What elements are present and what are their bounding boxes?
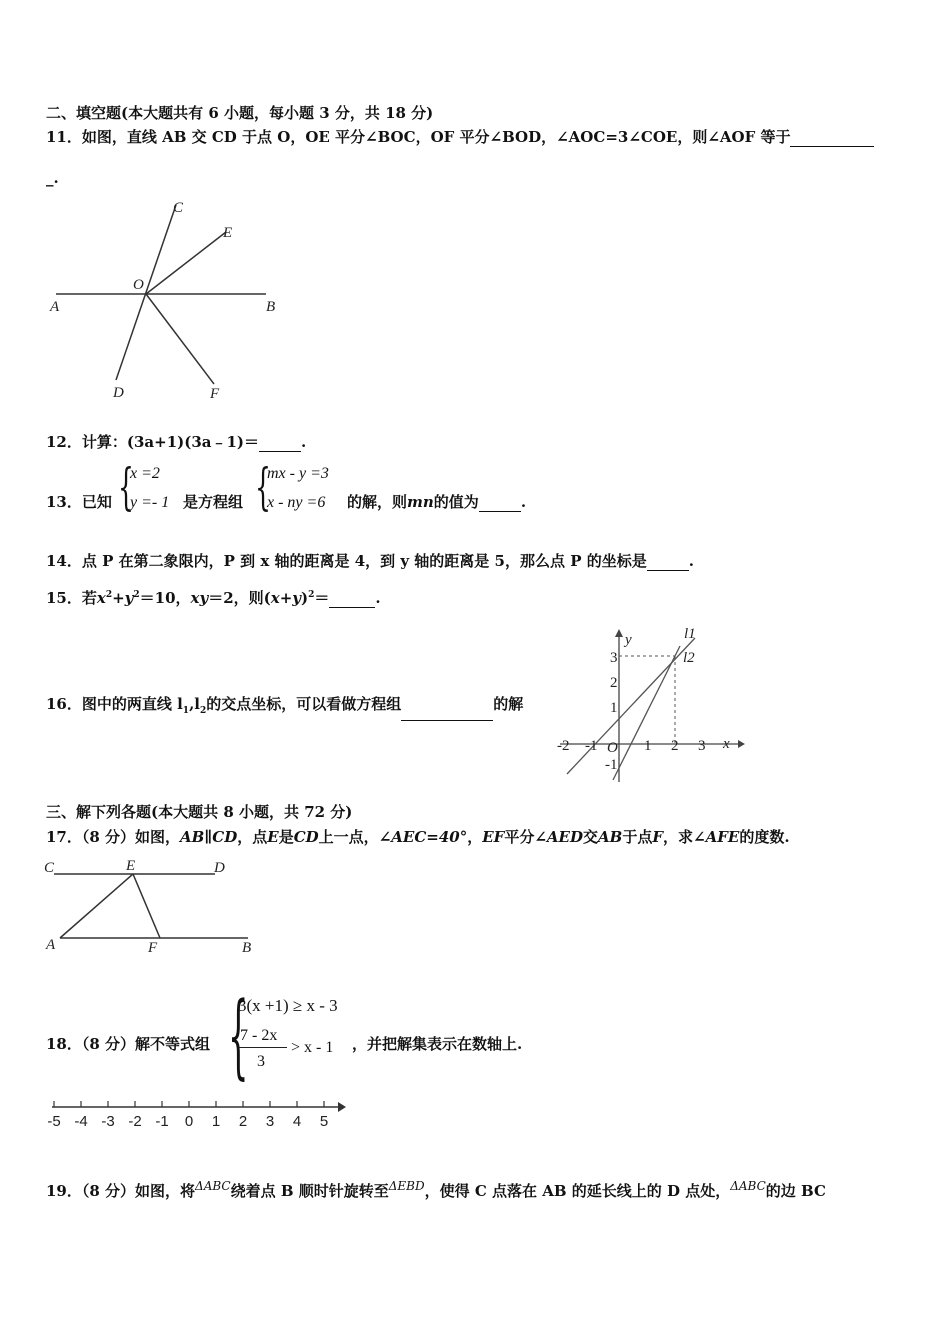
question-15: 15．若$x^2+y^2=10$，xy＝2，则$(x+y)^2=$ . <box>46 589 381 607</box>
segment-ef <box>133 874 160 938</box>
arrow-icon <box>615 629 623 637</box>
fraction-bar <box>239 1047 287 1048</box>
line-l2 <box>613 646 680 780</box>
figure-11-lines <box>40 190 290 410</box>
label-o: O <box>133 277 144 293</box>
segment-ae <box>60 874 133 938</box>
question-12: 12．计算：(3a+1)(3a﹣1)＝ . <box>46 433 307 451</box>
label-d: D <box>113 385 124 401</box>
question-13-suffix: 的解，则mn的值为 . <box>347 493 527 511</box>
y-axis-label: y <box>625 632 632 648</box>
system-2-row-2: x - ny =6 <box>267 494 326 511</box>
l2-label: l2 <box>683 650 695 666</box>
label-e: E <box>223 225 233 241</box>
brace-left: { <box>255 458 271 516</box>
answer-blank <box>401 704 493 721</box>
x-tick: -2 <box>557 738 570 754</box>
question-13-mid: 是方程组 <box>183 493 244 511</box>
number-line <box>40 1096 350 1132</box>
y-tick: 1 <box>610 700 618 716</box>
number-line-label: -3 <box>101 1113 115 1130</box>
figure-16-graph <box>555 622 745 787</box>
section-2-title: 二、填空题(本大题共有 6 小题，每小题 3 分，共 18 分) <box>46 104 434 122</box>
question-17: 17．（8 分）如图，AB∥CD，点E是CD上一点，∠AEC=40°，EF平分∠AED交AB于点F，求∠AFE的度数. <box>46 828 790 846</box>
label-c: C <box>173 200 184 216</box>
y-tick: -1 <box>605 757 618 773</box>
brace-left: { <box>228 982 249 1089</box>
answer-blank <box>647 554 689 571</box>
number-line-label: -2 <box>128 1113 142 1130</box>
label-e: E <box>126 858 136 874</box>
question-14: 14．点 P 在第二象限内，P 到 x 轴的距离是 4，到 y 轴的距离是 5，那么点 P 的坐标是 . <box>46 552 694 570</box>
system-1-row-2: y =- 1 <box>130 494 170 511</box>
x-axis-label: x <box>723 736 730 752</box>
label-f: F <box>210 386 220 402</box>
x-tick: 3 <box>698 738 706 754</box>
question-12-text: 12．计算：(3a+1)(3a﹣1)＝ <box>46 433 260 451</box>
label-d: D <box>214 860 225 876</box>
number-line-label: 0 <box>184 1113 194 1130</box>
number-line-label: 2 <box>238 1113 248 1130</box>
number-line-label: -4 <box>74 1113 88 1130</box>
label-f: F <box>148 940 158 956</box>
ray-of <box>146 294 214 384</box>
label-b: B <box>242 940 252 956</box>
answer-blank <box>790 130 874 147</box>
question-18-suffix: ，并把解集表示在数轴上. <box>352 1035 523 1053</box>
figure-17-parallel-lines <box>40 852 270 962</box>
answer-blank <box>259 435 301 452</box>
question-19: 19．（8 分）如图，将$^{\Delta ABC}$绕着点 B 顺时针旋转至$^{\Delta EBD}$，使得 C 点落在 AB 的延长线上的 D 点处，$^{\Delta ABC}$的边 BC <box>46 1179 826 1200</box>
number-line-ticks <box>47 1101 328 1130</box>
x-tick: 2 <box>671 738 679 754</box>
ray-oe <box>146 232 226 294</box>
x-tick: 1 <box>644 738 652 754</box>
brace-left: { <box>118 458 134 516</box>
number-line-label: -1 <box>155 1113 169 1130</box>
section-3-title: 三、解下列各题(本大题共 8 小题，共 72 分) <box>46 803 353 821</box>
arrow-icon <box>738 740 745 748</box>
label-a: A <box>46 937 56 953</box>
answer-blank <box>479 495 521 512</box>
number-line-label: 3 <box>265 1113 275 1130</box>
question-11-tail: _. <box>46 169 59 187</box>
label-a: A <box>50 299 60 315</box>
arrow-icon <box>338 1102 346 1112</box>
inequality-2-rhs: > x - 1 <box>291 1039 334 1056</box>
system-1-row-1: x =2 <box>130 465 160 482</box>
question-16: 16．图中的两直线 $l_1,l_2$的交点坐标，可以看做方程组 的解 <box>46 694 523 721</box>
number-line-label: 5 <box>319 1113 329 1130</box>
inequality-2-denominator: 3 <box>257 1053 265 1070</box>
y-tick: 3 <box>610 650 618 666</box>
origin-label: O <box>607 740 618 756</box>
number-line-label: -5 <box>47 1113 61 1130</box>
l1-label: l1 <box>684 626 696 642</box>
line-cd <box>116 205 176 380</box>
x-tick: -1 <box>585 738 598 754</box>
number-line-label: 4 <box>292 1113 302 1130</box>
number-line-label: 1 <box>211 1113 221 1130</box>
label-c: C <box>44 860 55 876</box>
system-2-row-1: mx - y =3 <box>267 465 329 482</box>
inequality-1: 3(x +1) ≥ x - 3 <box>238 996 338 1015</box>
answer-blank <box>329 591 375 608</box>
question-13-prefix: 13．已知 <box>46 493 112 511</box>
question-11-text: 11．如图，直线 AB 交 CD 于点 O，OE 平分∠BOC，OF 平分∠BOD，∠AOC=3∠COE，则∠AOF 等于 <box>46 128 791 146</box>
question-11 <box>46 127 874 147</box>
question-18-prefix: 18．（8 分）解不等式组 <box>46 1035 211 1053</box>
y-tick: 2 <box>610 675 618 691</box>
label-b: B <box>266 299 276 315</box>
inequality-2-numerator: 7 - 2x <box>240 1027 278 1044</box>
